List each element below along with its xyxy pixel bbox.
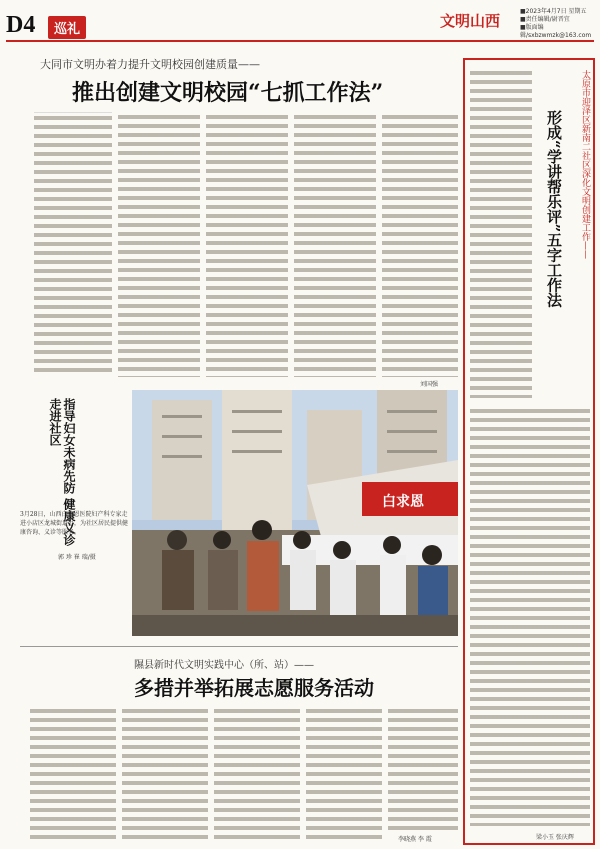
article2-body-col4 <box>306 706 382 844</box>
editor-line: ■责任编辑/尉晋宜 <box>520 16 570 23</box>
article1-body-col2 <box>118 112 200 377</box>
photo1 <box>132 390 458 636</box>
photo1-caption: 3月28日，山西白求恩医院妇产科专家走进小店区龙城街道办，为社区居民提供健康咨询、义诊等服务。 <box>20 511 129 536</box>
article2-body-col2 <box>122 706 208 844</box>
section-tag: 巡礼 <box>48 16 86 39</box>
article1-byline: 刘国强 <box>420 381 439 388</box>
article2-rule <box>20 646 458 647</box>
article2-kicker: 隰县新时代文明实践中心（所、站）—— <box>134 660 314 671</box>
date-line: ■2023年4月7日 星期五 <box>520 8 587 15</box>
article2-headline: 多措并举拓展志愿服务活动 <box>134 676 374 700</box>
page-header <box>0 0 600 46</box>
date-block <box>520 8 600 40</box>
article2-byline: 李晓燕 李 霞 <box>398 836 432 843</box>
header-rule <box>6 40 594 42</box>
masthead-logo: 文明山西 <box>440 12 501 30</box>
photo1-vertical-caption: 指导妇女未病先防 健康义诊走进社区 <box>48 398 76 547</box>
page-number: D4 <box>6 12 36 38</box>
sidebar-body-bottom <box>470 406 590 826</box>
article1-body-col1 <box>34 112 112 377</box>
sidebar-kicker: 太原市迎泽区新南二社区深化文明创建工作—— <box>580 70 590 259</box>
sidebar-byline: 梁小玉 张庆辉 <box>536 834 574 841</box>
article1-body-col4 <box>294 112 376 377</box>
article2-body-col5 <box>388 706 458 830</box>
article1-kicker: 大同市文明办着力提升文明校园创建质量—— <box>40 58 260 71</box>
sidebar-headline: 形成“学讲帮乐评”五字工作法 <box>545 110 563 308</box>
email-line: ■版面编辑/sxbzwmzk@163.com <box>520 24 592 39</box>
article2-body-col3 <box>214 706 300 844</box>
photo1-credit: 郭 珍 崔 瑞/摄 <box>58 554 96 561</box>
article2-body-col1 <box>30 706 116 844</box>
article1-body-col3 <box>206 112 288 377</box>
sidebar-body-top <box>470 68 532 398</box>
article1-body-col5 <box>382 112 458 377</box>
article1-headline: 推出创建文明校园“七抓工作法” <box>72 80 384 106</box>
photo1-banner-text: 白求恩 <box>382 494 424 510</box>
photo1-image <box>132 390 458 636</box>
